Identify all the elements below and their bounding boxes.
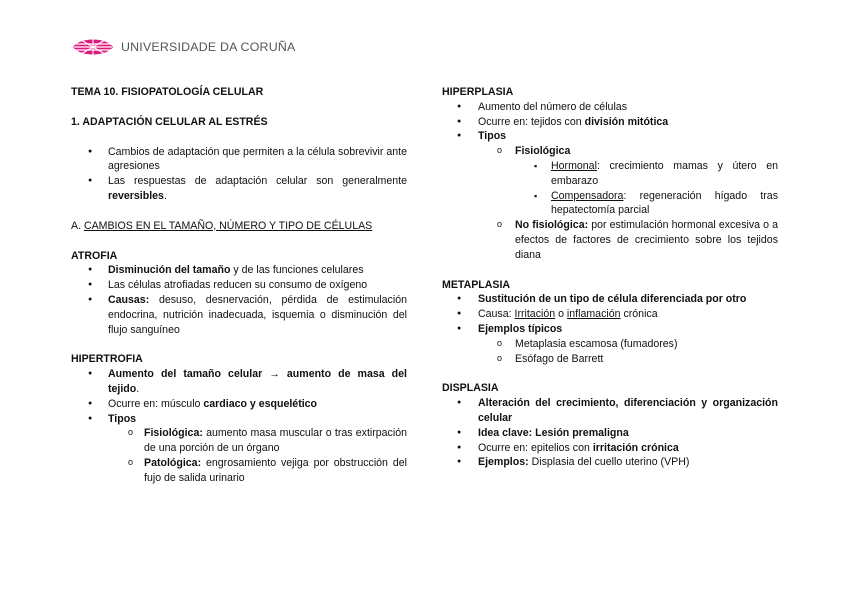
list-item: o Fisiológica: aumento masa muscular o tras extirpación de una porción de un órgano — [71, 426, 407, 456]
intro-list — [71, 145, 407, 204]
list-item: ● Causas: desuso, desnervación, pérdida de estimulación endocrina, nutrición inadecuada, isquemia o disminución del flujo sanguíneo — [71, 293, 407, 337]
right-column — [442, 85, 778, 470]
list-item: ● Ejemplos: Displasia del cuello uterino (VPH) — [442, 455, 778, 470]
list-item: ▪ Compensadora: regeneración hígado tras hepatectomía parcial — [442, 189, 778, 219]
list-item: ● Ocurre en: músculo cardiaco y esquelético — [71, 397, 407, 412]
list-item: ● Causa: Irritación o inflamación crónica — [442, 307, 778, 322]
atrofia-list — [71, 263, 407, 337]
hiperplasia-list — [442, 100, 778, 263]
university-name: UNIVERSIDADE DA CORUÑA — [121, 39, 296, 54]
left-column — [71, 85, 407, 486]
topic-title: TEMA 10. FISIOPATOLOGÍA CELULAR — [71, 86, 264, 98]
list-item: ● Alteración del crecimiento, diferenciación y organización celular — [442, 396, 778, 426]
list-item: ● Disminución del tamaño y de las funciones celulares — [71, 263, 407, 278]
list-item: o No fisiológica: por estimulación hormonal excesiva o a efectos de factores de crecimiento sobre los tejidos diana — [442, 218, 778, 262]
list-item: ● Aumento del número de células — [442, 100, 778, 115]
list-item: o Patológica: engrosamiento vejiga por obstrucción del fujo de salida urinario — [71, 456, 407, 486]
hipertrofia-heading: HIPERTROFIA — [71, 353, 143, 366]
list-item: o Fisiológica — [442, 144, 778, 159]
list-item: o Esófago de Barrett — [442, 352, 778, 367]
hiperplasia-heading: HIPERPLASIA — [442, 86, 514, 98]
section-heading: 1. ADAPTACIÓN CELULAR AL ESTRÉS — [71, 115, 268, 128]
metaplasia-list — [442, 292, 778, 366]
list-item: ● Las células atrofiadas reducen su consumo de oxígeno — [71, 278, 407, 293]
displasia-heading: DISPLASIA — [442, 382, 499, 395]
list-item: ▪ Hormonal: crecimiento mamas y útero en embarazo — [442, 159, 778, 189]
list-item: ● Ocurre en: epitelios con irritación crónica — [442, 441, 778, 456]
list-item: ● Sustitución de un tipo de célula diferenciada por otro — [442, 292, 778, 307]
list-item: ● Tipos — [442, 129, 778, 144]
list-item: ● Tipos — [71, 412, 407, 427]
udc-logo-icon — [72, 36, 114, 58]
displasia-list — [442, 396, 778, 470]
metaplasia-heading: METAPLASIA — [442, 278, 511, 291]
list-item: o Metaplasia escamosa (fumadores) — [442, 337, 778, 352]
list-item: ● Ocurre en: tejidos con división mitótica — [442, 115, 778, 130]
university-logo — [72, 36, 295, 58]
list-item: ● Cambios de adaptación que permiten a la célula sobrevivir ante agresiones — [71, 145, 407, 175]
list-item: ● Aumento del tamaño celular → aumento de masa del tejido. — [71, 367, 407, 397]
list-item: ● Las respuestas de adaptación celular son generalmente reversibles. — [71, 174, 407, 204]
hipertrofia-list — [71, 367, 407, 485]
list-item: ● Ejemplos típicos — [442, 322, 778, 337]
atrofia-heading: ATROFIA — [71, 249, 118, 262]
subsection-heading: A. CAMBIOS EN EL TAMAÑO, NÚMERO Y TIPO DE CÉLULAS — [71, 219, 373, 232]
list-item: ● Idea clave: Lesión premaligna — [442, 426, 778, 441]
